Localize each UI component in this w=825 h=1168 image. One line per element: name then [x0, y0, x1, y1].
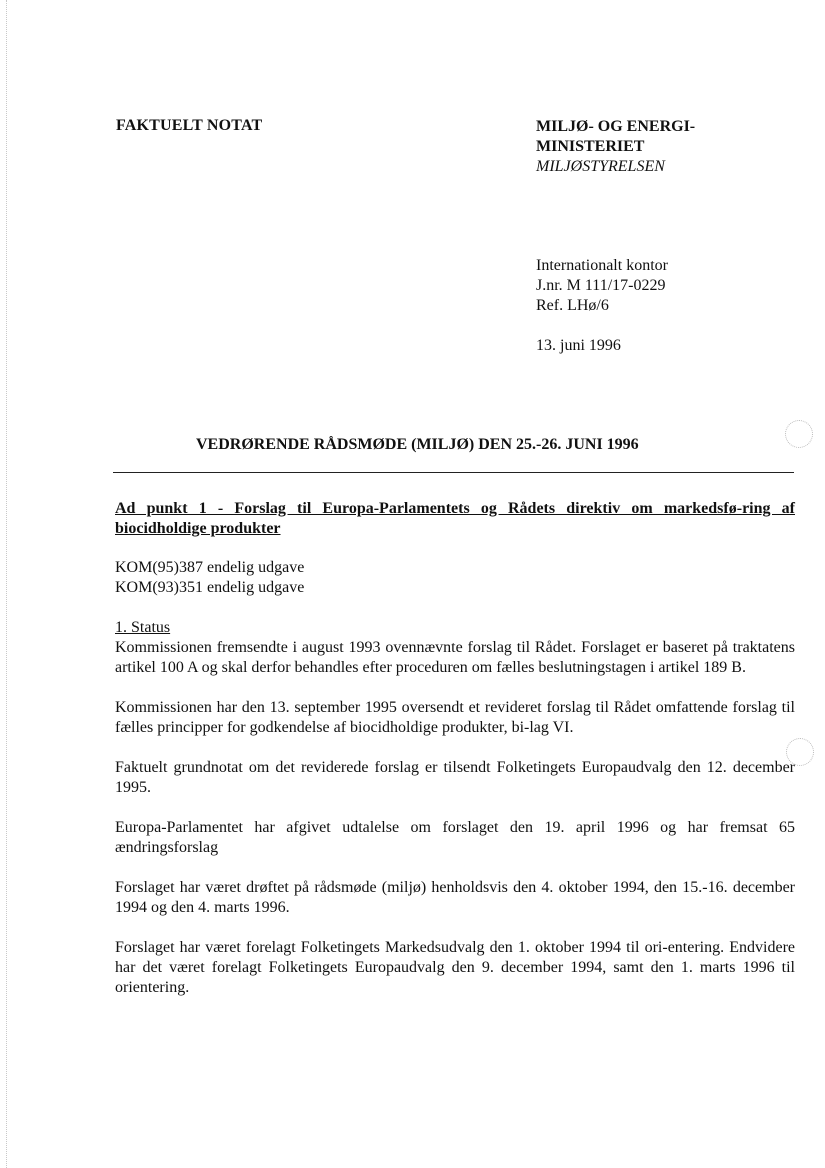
- status-section: [115, 618, 795, 1018]
- agency-name: MILJØSTYRELSEN: [536, 158, 665, 175]
- paragraph: Europa-Parlamentet har afgivet udtalelse om forslaget den 19. april 1996 og har fremsat 65 ændringsforslag: [115, 819, 795, 856]
- department: Internationalt kontor: [536, 257, 668, 274]
- office-details: [536, 256, 668, 316]
- reference-item: KOM(93)351 endelig udgave: [115, 579, 305, 596]
- reference: Ref. LHø/6: [536, 297, 609, 314]
- subject-heading: VEDRØRENDE RÅDSMØDE (MILJØ) DEN 25.-26. JUNI 1996: [196, 436, 639, 453]
- paragraph: Forslaget har været drøftet på rådsmøde (miljø) henholdsvis den 4. oktober 1994, den 15.-16. december 1994 og den 4. marts 1996.: [115, 879, 795, 916]
- scan-artifact: [786, 738, 814, 766]
- ministry-line-2: MINISTERIET: [536, 138, 645, 155]
- reference-item: KOM(95)387 endelig udgave: [115, 559, 305, 576]
- scan-margin-line: [6, 0, 7, 1168]
- scan-artifact: [785, 420, 813, 448]
- paragraph: Faktuelt grundnotat om det reviderede forslag er tilsendt Folketingets Europaudvalg den 12. december 1995.: [115, 759, 795, 796]
- divider: [113, 472, 794, 473]
- reference-list: [115, 558, 304, 598]
- ministry-line-1: MILJØ- OG ENERGI-: [536, 118, 696, 135]
- paragraph: Forslaget har været forelagt Folketingets Markedsudvalg den 1. oktober 1994 til ori-entering. Endvidere har det været forelagt Folketingets Europaudvalg den 9. december 1994, samt den 1. marts 1996 til orientering.: [115, 939, 795, 996]
- paragraph: Kommissionen fremsendte i august 1993 ovennævnte forslag til Rådet. Forslaget er baseret på traktatens artikel 100 A og skal derfor behandles efter proceduren om fælles beslutningstagen i artikel 189 B.: [115, 639, 795, 676]
- section-title: 1. Status: [115, 619, 171, 636]
- document-date: 13. juni 1996: [536, 337, 621, 354]
- journal-number: J.nr. M 111/17-0229: [536, 277, 666, 294]
- agenda-item-heading: Ad punkt 1 - Forslag til Europa-Parlamentets og Rådets direktiv om markedsfø-ring af biocidholdige produkter: [115, 500, 795, 537]
- document-type: FAKTUELT NOTAT: [116, 117, 263, 134]
- paragraph: Kommissionen har den 13. september 1995 oversendt et revideret forslag til Rådet omfattende forslag til fælles principper for godkendelse af biocidholdige produkter, bi-lag VI.: [115, 699, 795, 736]
- letterhead: [536, 117, 695, 177]
